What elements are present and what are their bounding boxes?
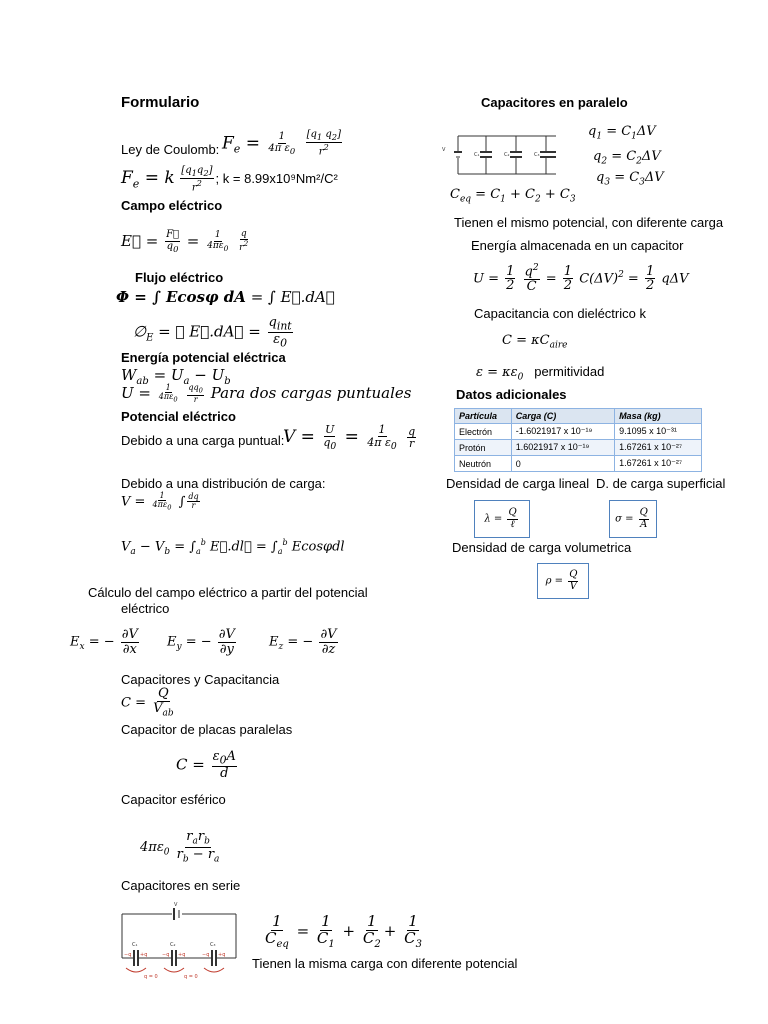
capacitancia-formula: C = $\frac{Q}{V_{ab}}$: [121, 686, 174, 719]
placas-label: Capacitor de placas paralelas: [121, 722, 293, 737]
svg-text:C₃: C₃: [534, 152, 540, 158]
densidad-volumetrica-label: Densidad de carga volumetrica: [452, 540, 632, 555]
serie-formula: $\frac{1}{C_{eq}}$ = $\frac{1}{C_1}$ + $\frac{1}{C_2}$ + $\frac{1}{C_3}$: [265, 912, 422, 950]
coulomb-label: Ley de Coulomb:: [121, 142, 220, 157]
densidad-lineal-box: λ = $\frac{Q}{\text{ℓ}}$: [474, 500, 530, 538]
svg-text:C₂: C₂: [504, 152, 510, 158]
coulomb-formula-k: $F_e = k$ $\frac{[q_1q_2]}{r^2}$ ; k = 8.99x10⁹Nm²/C²: [121, 165, 338, 194]
serie-label: Capacitores en serie: [121, 878, 241, 893]
calculo-line2: eléctrico: [121, 601, 170, 616]
svg-text:q = 0: q = 0: [184, 974, 198, 980]
svg-text:−q: −q: [202, 952, 210, 958]
densidad-superficial-label: D. de carga superficial: [596, 476, 726, 491]
series-circuit-diagram: [116, 900, 240, 980]
table-row: [455, 424, 702, 440]
permitividad-row: $\varepsilon = \kappa\varepsilon_0$ permitividad: [476, 364, 605, 383]
parallel-circuit-diagram: [440, 130, 564, 180]
svg-text:C₁: C₁: [474, 152, 480, 158]
ex-formula: $E_x$ = − $\frac{\partial V}{\partial x}$: [70, 627, 138, 657]
flujo-heading: Flujo eléctrico: [135, 270, 224, 285]
calculo-line1: Cálculo del campo eléctrico a partir del potencial: [88, 585, 368, 600]
table-cell: Electrón: [455, 424, 512, 440]
svg-text:C₁: C₁: [132, 942, 138, 948]
table-cell: 1.67261 x 10⁻²⁷: [615, 440, 702, 456]
energia-pot-note: Para dos cargas puntuales: [210, 384, 412, 402]
diferencia-potencial-formula: $V_a - V_b = \int_a^b$ E⃗.dl⃗ = $\int_a^b$ Ecosφdl: [121, 538, 345, 557]
svg-text:+q: +q: [178, 952, 186, 958]
page-title: Formulario: [121, 94, 200, 111]
potencial-distribucion-label: Debido a una distribución de carga:: [121, 476, 326, 491]
table-cell: -1.6021917 x 10⁻¹⁹: [511, 424, 614, 440]
table-cell: 1.6021917 x 10⁻¹⁹: [511, 440, 614, 456]
capacitores-heading: Capacitores y Capacitancia: [121, 672, 280, 687]
table-cell: Protón: [455, 440, 512, 456]
table-cell: 1.67261 x 10⁻²⁷: [615, 456, 702, 472]
campo-formula: E⃗ = $\frac{F⃗}{q_0}$ = $\frac{1}{4\pi\varepsilon_0}$ $\frac{q}{r^2}$: [121, 229, 249, 254]
campo-heading: Campo eléctrico: [121, 198, 223, 213]
table-cell: 0: [511, 456, 614, 472]
q1-formula: $q_1 = C_1\Delta V$: [588, 124, 656, 142]
datos-heading: Datos adicionales: [456, 387, 567, 402]
svg-text:+q: +q: [218, 952, 226, 958]
dielectrico-label: Capacitancia con dieléctrico k: [474, 306, 646, 321]
svg-text:V: V: [442, 147, 446, 153]
table-row: [455, 456, 702, 472]
flujo-formula: Φ = ∫ Ecosφ dA = ∫ E⃗.dA⃗: [116, 288, 335, 306]
energia-formula: U = $\frac{1}{2}$ $\frac{q^2}{C}$ = $\frac{1}{2}$ $C(\Delta V)^2$ = $\frac{1}{2}$ qΔV: [473, 263, 689, 294]
ey-formula: $E_y$ = − $\frac{\partial V}{\partial y}$: [167, 627, 235, 657]
potencial-puntual-formula: V = $\frac{U}{q_0}$ = $\frac{1}{4\pi \varepsilon_0}$ $\frac{q}{r}$: [283, 423, 416, 452]
serie-note: Tienen la misma carga con diferente potencial: [252, 956, 518, 971]
table-cell: Neutrón: [455, 456, 512, 472]
svg-text:−q: −q: [124, 952, 132, 958]
svg-text:+q: +q: [140, 952, 148, 958]
potencial-puntual-label: Debido a una carga puntual:: [121, 433, 285, 448]
paralelo-heading: Capacitores en paralelo: [481, 95, 628, 110]
densidad-superficial-box: σ = $\frac{Q}{A}$: [609, 500, 657, 538]
densidad-lineal-label: Densidad de carga lineal: [446, 476, 590, 491]
svg-text:q = 0: q = 0: [144, 974, 158, 980]
potencial-heading: Potencial eléctrico: [121, 409, 236, 424]
permitividad-label: permitividad: [534, 364, 605, 379]
q2-formula: $q_2 = C_2\Delta V$: [593, 149, 661, 167]
table-header-row: [455, 409, 702, 424]
esferico-formula: $4\pi\varepsilon_0$ $\frac{r_ar_b}{r_b - r_a}$: [140, 829, 220, 865]
paralelo-note: Tienen el mismo potencial, con diferente carga: [454, 215, 724, 230]
gauss-formula: $\emptyset_E$ = ∮ E⃗.dA⃗ = $\frac{q_{int}}{\varepsilon_0}$: [133, 315, 292, 350]
svg-text:C₃: C₃: [210, 942, 216, 948]
coulomb-k-value: ; k = 8.99x10⁹Nm²/C²: [215, 171, 338, 187]
ceq-paralelo-formula: $C_{eq} = C_1 + C_2 + C_3$: [450, 187, 576, 205]
energia-label: Energía almacenada en un capacitor: [471, 238, 684, 253]
energia-pot-formula: U = $\frac{1}{4\pi\varepsilon_0}$ $\frac{qq_0}{r}$ Para dos cargas puntuales: [121, 383, 412, 404]
col-carga: Carga (C): [511, 409, 614, 424]
col-masa: Masa (kg): [615, 409, 702, 424]
densidad-volumetrica-box: ρ = $\frac{Q}{V}$: [537, 563, 589, 599]
work-formula: $W_{ab} = U_a - U_b$: [121, 366, 231, 387]
svg-text:−q: −q: [162, 952, 170, 958]
col-particula: Partícula: [455, 409, 512, 424]
table-row: [455, 440, 702, 456]
ez-formula: $E_z$ = − $\frac{\partial V}{\partial z}$: [269, 627, 337, 657]
coulomb-formula: $F_e$ = $\frac{1}{4\pi \varepsilon_0}$ $\frac{[q_1 q_2]}{r^2}$: [222, 129, 342, 158]
svg-text:C₂: C₂: [170, 942, 176, 948]
dielectrico-formula: $C = \kappa C_{aire}$: [502, 333, 568, 351]
particle-table: [454, 408, 702, 472]
esferico-label: Capacitor esférico: [121, 792, 226, 807]
placas-formula: C = $\frac{\varepsilon_0A}{d}$: [176, 749, 236, 781]
svg-text:V: V: [174, 902, 178, 908]
energia-pot-heading: Energía potencial eléctrica: [121, 350, 286, 365]
q3-formula: $q_3 = C_3\Delta V$: [596, 170, 664, 188]
potencial-distribucion-formula: V = $\frac{1}{4\pi\varepsilon_0}$ ∫ $\frac{dq}{r}$: [121, 491, 199, 512]
table-cell: 9.1095 x 10⁻³¹: [615, 424, 702, 440]
